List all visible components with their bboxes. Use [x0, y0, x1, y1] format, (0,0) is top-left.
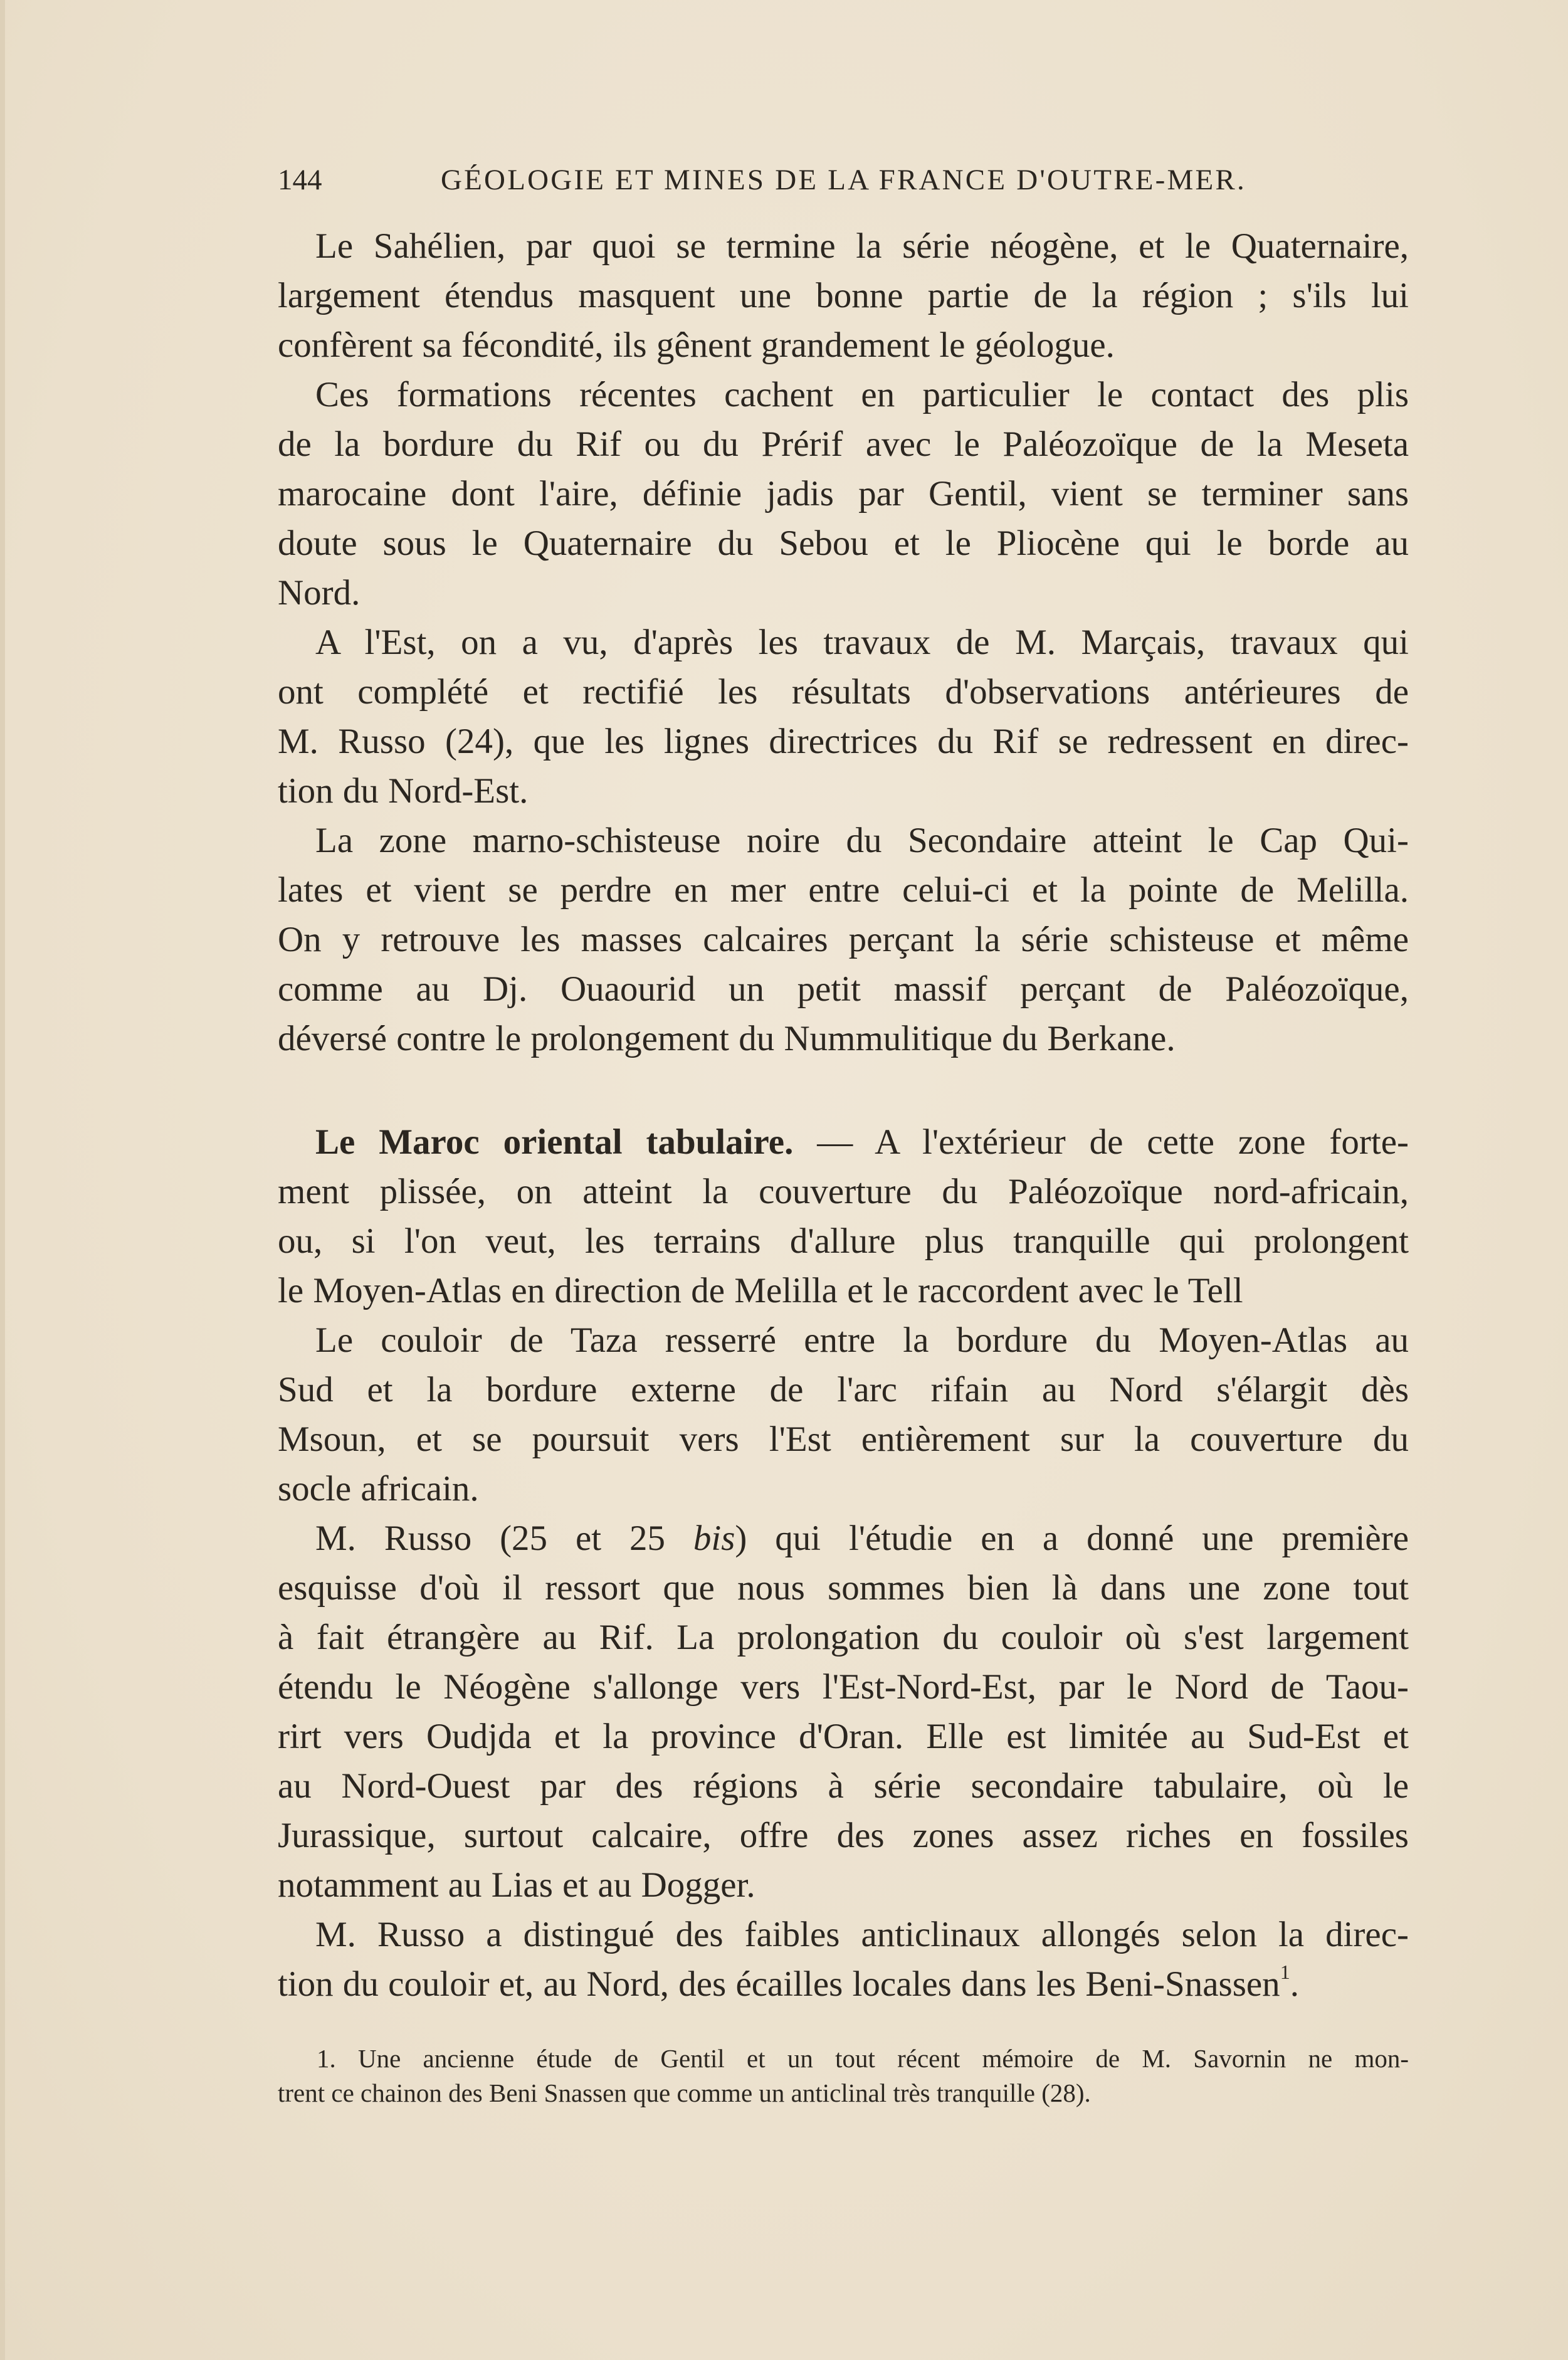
text-line [315, 1514, 1409, 1563]
text-line [278, 1959, 1409, 2009]
text-segment: M. Russo (25 et 25 [315, 1519, 693, 1558]
text-segment: . [1290, 1964, 1299, 2004]
text-line: doute sous le Quaternaire du Sebou et le Pliocène qui le borde au [278, 524, 1409, 563]
text-line: ont complété et rectifié les résultats d'observations antérieures de [278, 672, 1409, 712]
text-line: On y retrouve les masses calcaires perçant la série schisteuse et même [278, 920, 1409, 959]
text-line: Le couloir de Taza resserré entre la bordure du Moyen-Atlas au [315, 1320, 1409, 1360]
text-line: La zone marno-schisteuse noire du Secondaire atteint le Cap Qui- [315, 821, 1409, 860]
section-heading: Le Maroc oriental tabulaire. [315, 1122, 794, 1162]
text-line: Msoun, et se poursuit vers l'Est entièrement sur la couverture du [278, 1420, 1409, 1459]
text-segment: ) qui l'étudie en a donné une première [735, 1519, 1409, 1558]
section-heading-continuation: — A l'extérieur de cette zone forte- [793, 1122, 1409, 1162]
text-line: notamment au Lias et au Dogger. [278, 1865, 755, 1905]
footnote-line: trent ce chainon des Beni Snassen que comme un anticlinal très tranquille (28). [278, 2078, 1091, 2107]
text-line: au Nord-Ouest par des régions à série secondaire tabulaire, où le [278, 1766, 1409, 1806]
text-line: le Moyen-Atlas en direction de Melilla et le raccordent avec le Tell [278, 1271, 1243, 1310]
text-line: ou, si l'on veut, les terrains d'allure plus tranquille qui prolongent [278, 1221, 1409, 1261]
text-line: Jurassique, surtout calcaire, offre des zones assez riches en fossiles [278, 1816, 1409, 1855]
italic-reference: bis [693, 1519, 735, 1558]
text-line: confèrent sa fécondité, ils gênent grandement le géologue. [278, 325, 1115, 365]
section-heading-line [315, 1117, 1409, 1167]
text-line: largement étendus masquent une bonne partie de la région ; s'ils lui [278, 276, 1409, 315]
footnote-marker: 1 [1280, 1961, 1290, 1983]
text-segment: tion du couloir et, au Nord, des écailles locales dans les Beni-Snassen [278, 1964, 1280, 2004]
running-header [278, 164, 1256, 196]
text-line: Le Sahélien, par quoi se termine la série néogène, et le Quaternaire, [315, 226, 1409, 266]
text-line: lates et vient se perdre en mer entre celui-ci et la pointe de Melilla. [278, 870, 1409, 910]
text-line: socle africain. [278, 1469, 479, 1509]
text-line: rirt vers Oudjda et la province d'Oran. Elle est limitée au Sud-Est et [278, 1717, 1409, 1756]
text-line: tion du Nord-Est. [278, 771, 529, 811]
text-line: ment plissée, on atteint la couverture du Paléozoïque nord-africain, [278, 1172, 1409, 1211]
text-line: comme au Dj. Ouaourid un petit massif perçant de Paléozoïque, [278, 969, 1409, 1009]
text-line: Nord. [278, 573, 360, 613]
text-line: A l'Est, on a vu, d'après les travaux de M. Marçais, travaux qui [315, 623, 1409, 662]
text-line: esquisse d'où il ressort que nous sommes bien là dans une zone tout [278, 1568, 1409, 1608]
text-line: de la bordure du Rif ou du Prérif avec le Paléozoïque de la Meseta [278, 424, 1409, 464]
footnote-line: 1. Une ancienne étude de Gentil et un tout récent mémoire de M. Savornin ne mon- [317, 2044, 1409, 2073]
text-line: à fait étrangère au Rif. La prolongation du couloir où s'est largement [278, 1618, 1409, 1657]
page-edge-shadow [0, 0, 5, 2360]
text-line: marocaine dont l'aire, définie jadis par Gentil, vient se terminer sans [278, 474, 1409, 514]
text-line: déversé contre le prolongement du Nummulitique du Berkane. [278, 1019, 1176, 1058]
text-line: M. Russo a distingué des faibles anticlinaux allongés selon la direc- [315, 1915, 1409, 1954]
page-number: 144 [278, 164, 322, 196]
text-line: Sud et la bordure externe de l'arc rifain au Nord s'élargit dès [278, 1370, 1409, 1409]
text-line: Ces formations récentes cachent en particulier le contact des plis [315, 375, 1409, 414]
running-title: GÉOLOGIE ET MINES DE LA FRANCE D'OUTRE-MER. [441, 164, 1246, 196]
text-line: étendu le Néogène s'allonge vers l'Est-Nord-Est, par le Nord de Taou- [278, 1667, 1409, 1707]
text-line: M. Russo (24), que les lignes directrices du Rif se redressent en direc- [278, 722, 1409, 761]
